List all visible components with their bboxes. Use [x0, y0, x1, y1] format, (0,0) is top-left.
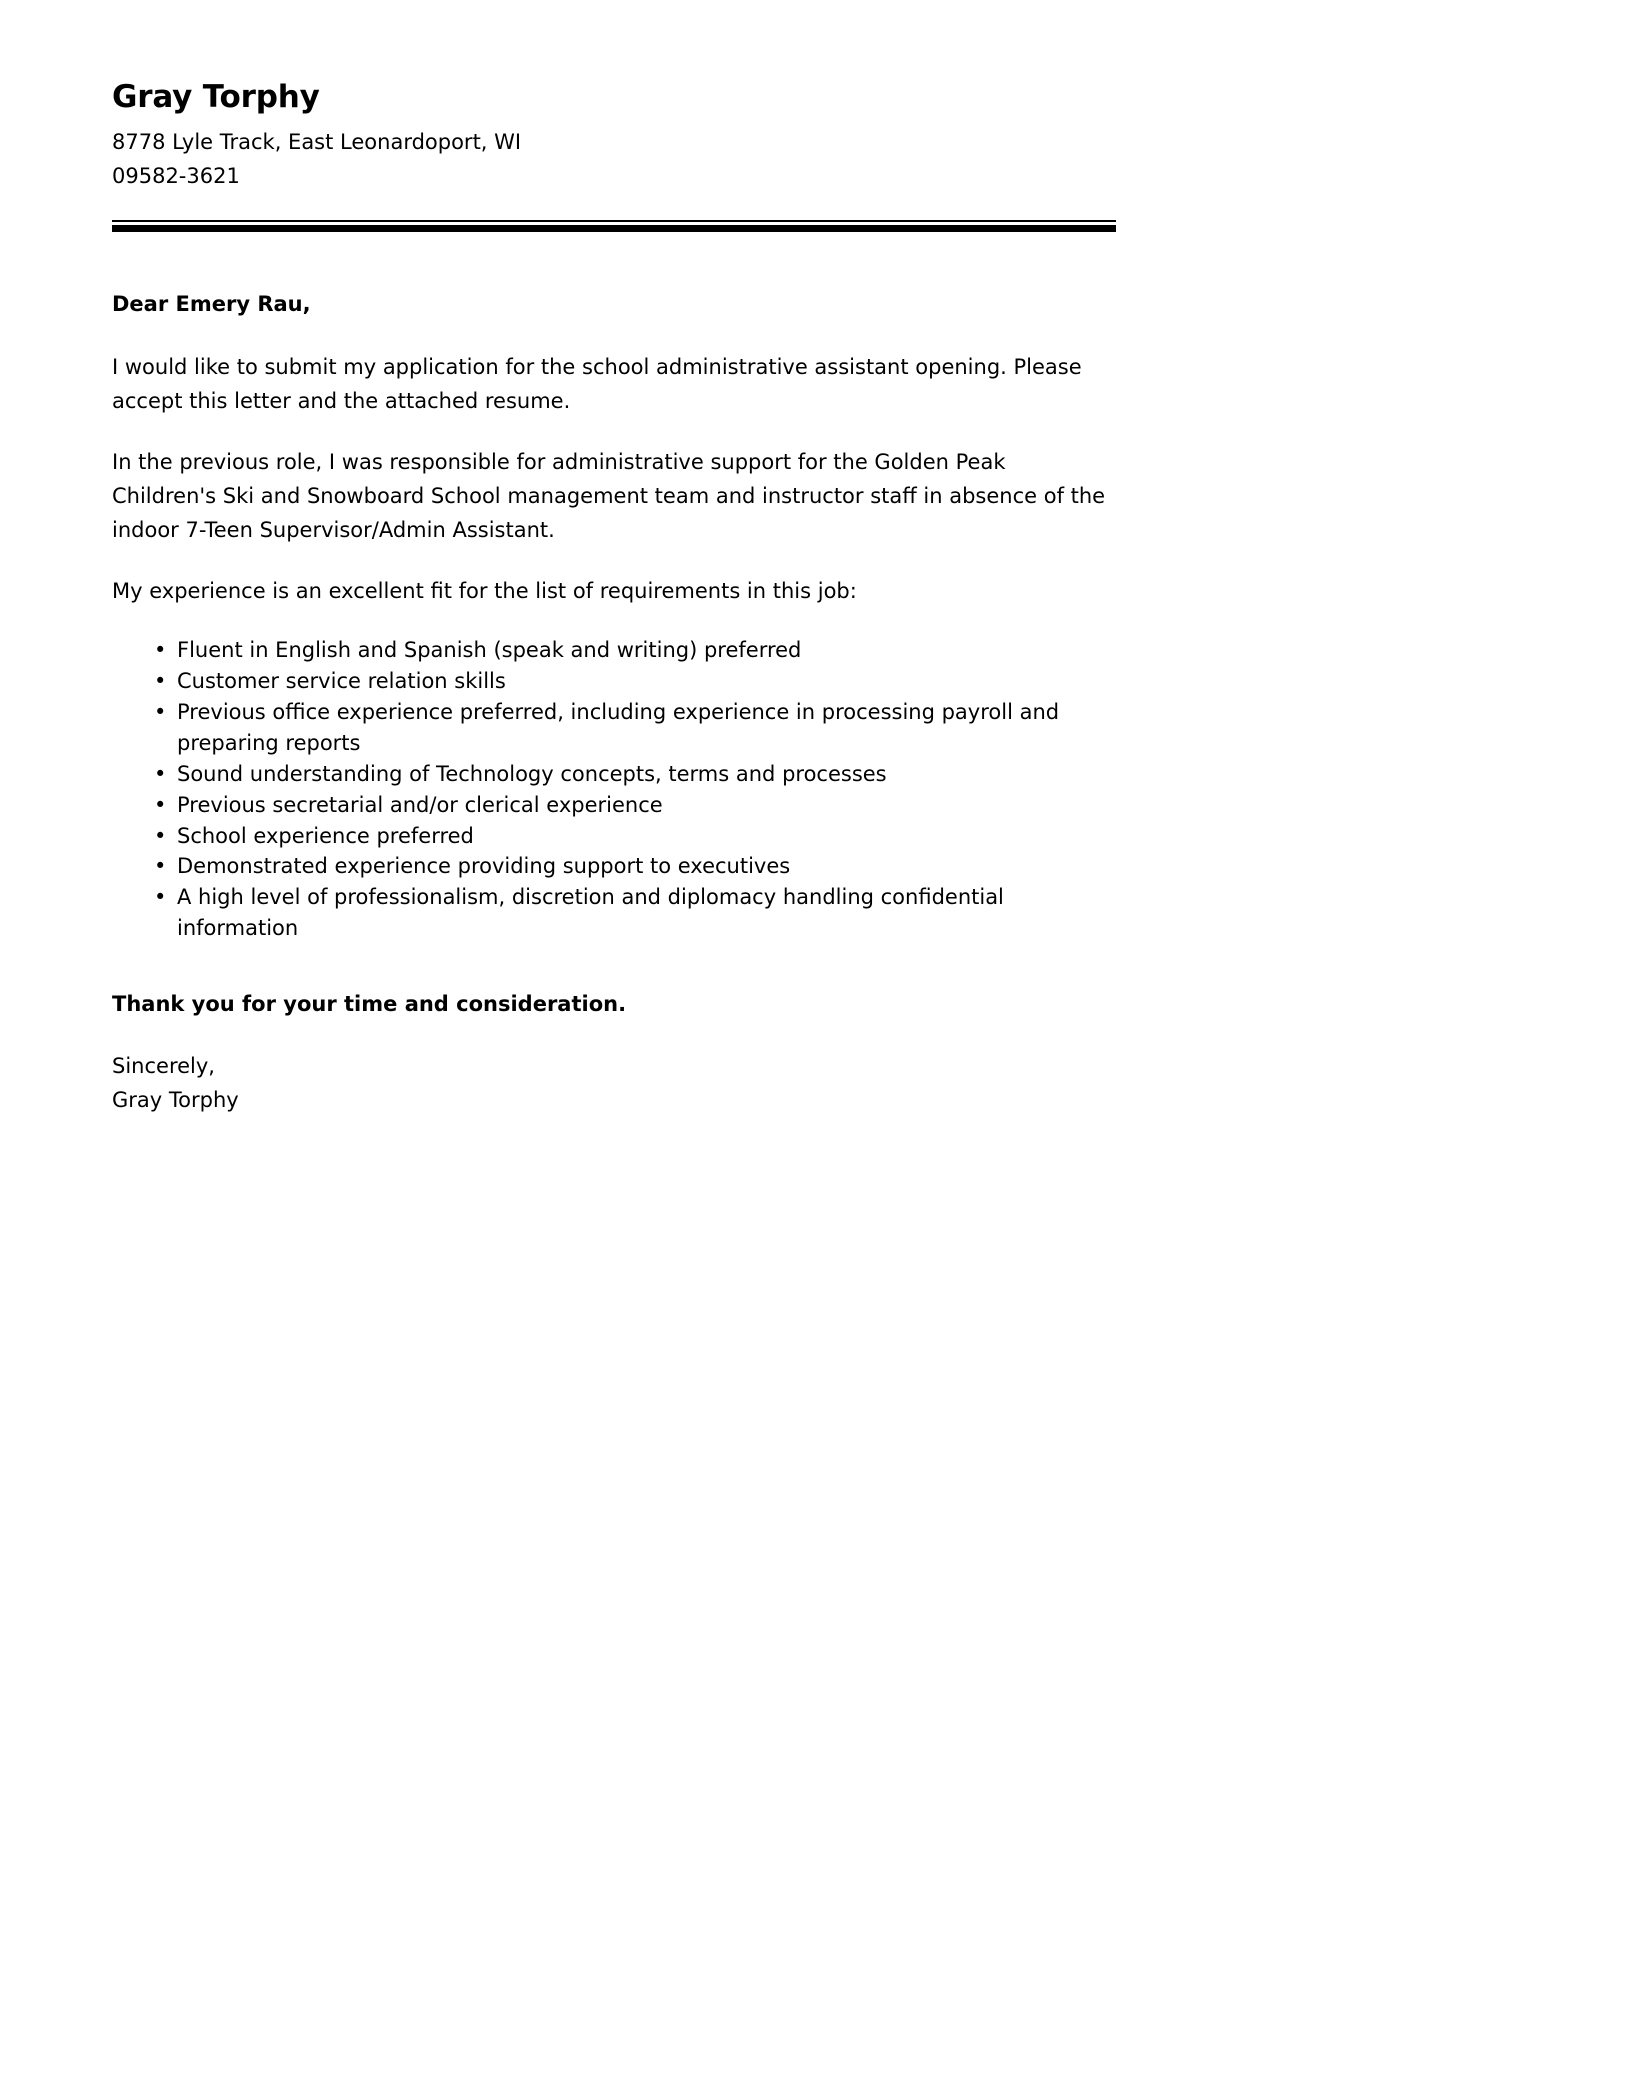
bullet-icon: • — [154, 823, 167, 848]
list-item-label: Sound understanding of Technology concepts, terms and processes — [177, 761, 887, 786]
bullet-icon: • — [154, 638, 167, 663]
bullet-icon: • — [154, 761, 167, 786]
list-item — [148, 851, 1116, 882]
bullet-icon: • — [154, 854, 167, 879]
list-item — [148, 882, 1116, 944]
list-item — [148, 759, 1116, 790]
document-content-column — [112, 0, 1116, 1117]
bullet-icon: • — [154, 700, 167, 725]
list-item — [148, 666, 1116, 697]
paragraph-application-intro: I would like to submit my application for the school administrative assistant opening. Please accept this letter and the attached resume. — [112, 355, 1082, 414]
signoff-valediction: Sincerely, — [112, 1053, 215, 1078]
letter-body — [112, 232, 1116, 1117]
requirements-list — [112, 635, 1116, 944]
list-item-label: Previous office experience preferred, including experience in processing payroll and preparing reports — [177, 700, 1060, 756]
list-item-label: Previous secretarial and/or clerical experience — [177, 792, 663, 817]
signoff-name: Gray Torphy — [112, 1087, 239, 1112]
list-item — [148, 635, 1116, 666]
sender-address: 8778 Lyle Track, East Leonardoport, WI 09582-3621 — [112, 129, 522, 188]
list-item-label: Fluent in English and Spanish (speak and writing) preferred — [177, 638, 802, 663]
header-divider — [112, 220, 1116, 232]
list-item-label: Demonstrated experience providing support to executives — [177, 854, 791, 879]
list-item — [148, 697, 1116, 759]
signoff-block — [112, 1049, 1116, 1117]
list-item-label: School experience preferred — [177, 823, 474, 848]
list-item-label: A high level of professionalism, discretion and diplomacy handling confidential information — [177, 885, 1004, 941]
sender-name: Gray Torphy — [112, 79, 320, 115]
list-item — [148, 790, 1116, 821]
bullet-icon: • — [154, 885, 167, 910]
divider-thick-line — [112, 225, 1116, 232]
paragraph-previous-role: In the previous role, I was responsible for administrative support for the Golden Peak Children's Ski and Snowboard School management team and instructor staff in absence of the indoor 7-Teen Supervisor/Admin Assistant. — [112, 450, 1106, 543]
list-item — [148, 821, 1116, 852]
letterhead — [112, 0, 1116, 193]
salutation: Dear Emery Rau, — [112, 291, 311, 316]
list-item-label: Customer service relation skills — [177, 669, 506, 694]
closing-thanks: Thank you for your time and consideration. — [112, 992, 627, 1017]
paragraph-requirements-lead-in: My experience is an excellent fit for the list of requirements in this job: — [112, 579, 857, 604]
bullet-icon: • — [154, 792, 167, 817]
bullet-icon: • — [154, 669, 167, 694]
